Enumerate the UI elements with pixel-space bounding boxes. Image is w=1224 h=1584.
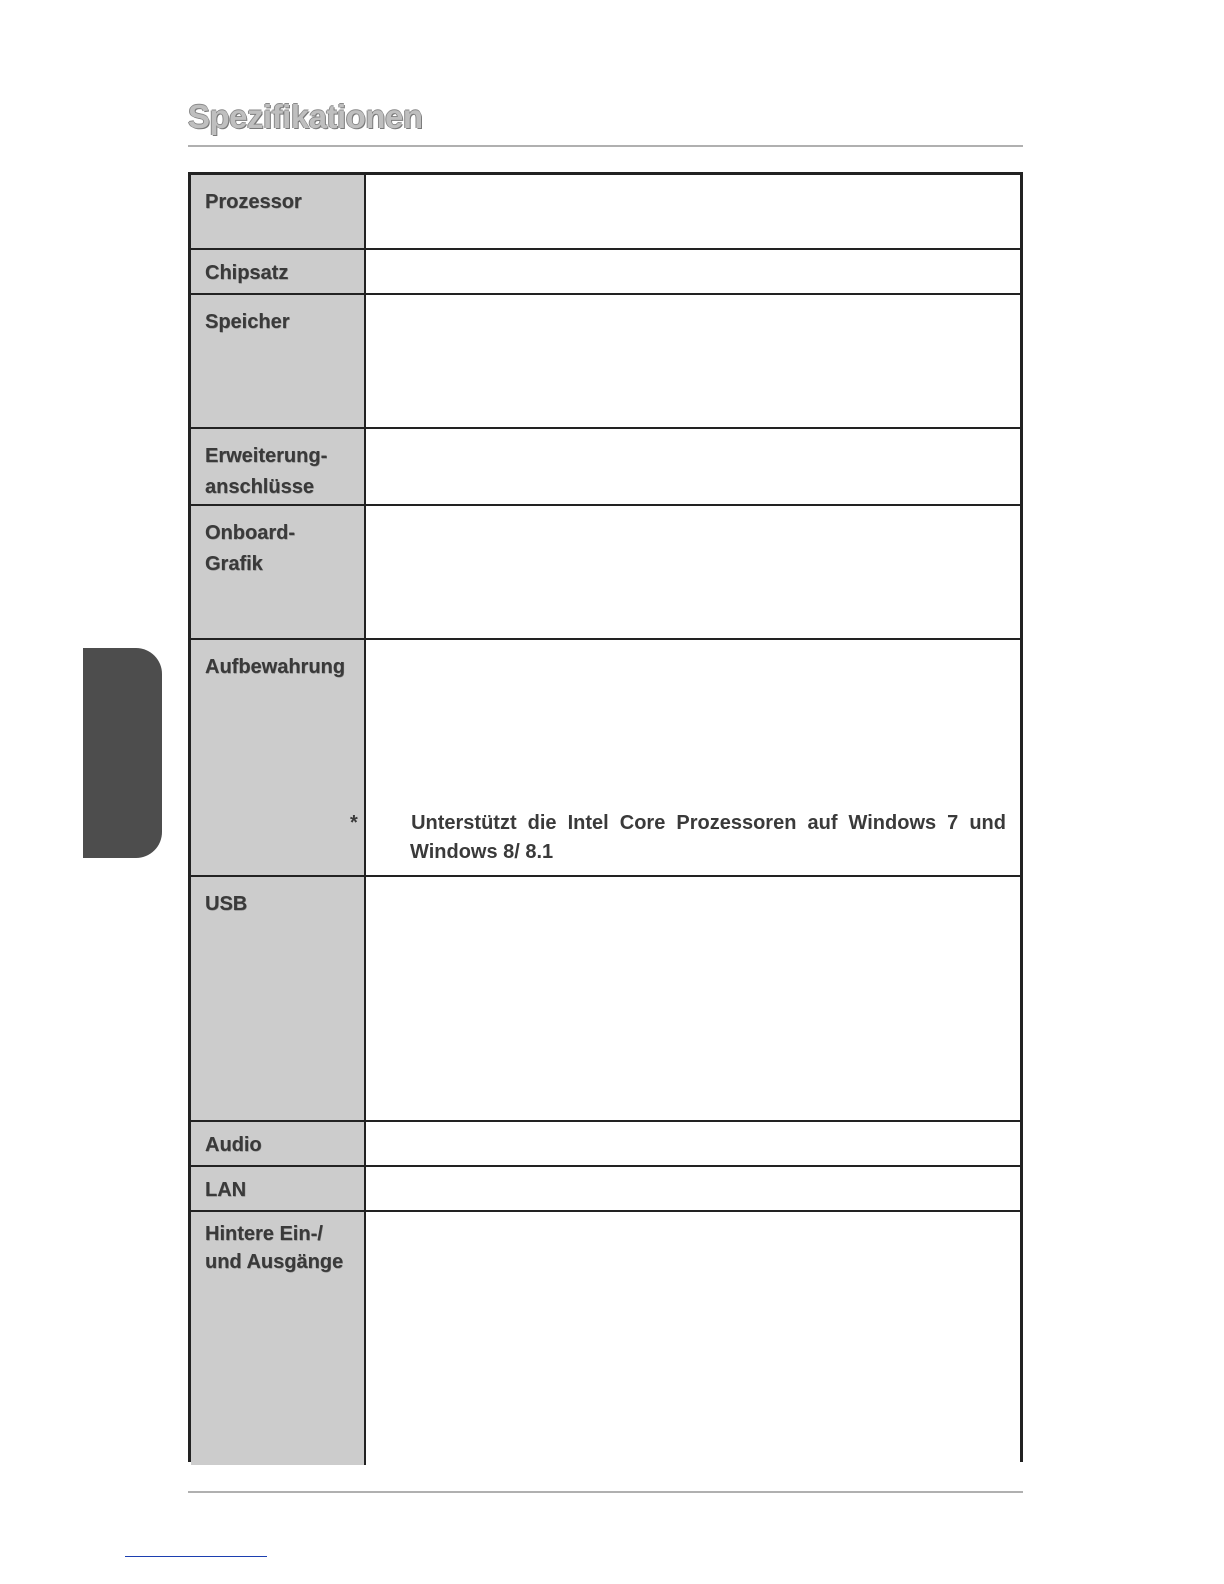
label-cell [191,175,366,248]
label-cell [191,506,366,638]
table-row-chipsatz [191,250,1020,295]
footnote [350,809,1006,867]
label-cell [191,640,366,875]
label-cell [191,1212,366,1465]
table-row-hintere-anschluesse [191,1212,1020,1465]
title-divider [188,145,1023,147]
row-label: Audio [205,1134,262,1156]
label-cell [191,295,366,427]
row-label: Hintere Ein-/ und Ausgänge [205,1223,344,1273]
label-cell [191,250,366,293]
chapter-tab [83,648,162,858]
row-label: Aufbewahrung [205,656,345,678]
footnote-marker: * [350,812,358,834]
row-label: LAN [205,1179,247,1201]
table-row-prozessor [191,175,1020,250]
table-row-onboard-grafik [191,506,1020,640]
table-row-usb [191,877,1020,1122]
row-label: Erweiterung- anschlüsse [205,445,328,498]
table-row-lan [191,1167,1020,1212]
page-title: Spezifikationen [188,98,423,135]
label-cell [191,1122,366,1165]
row-label: Prozessor [205,191,302,213]
table-row-erweiterung [191,429,1020,506]
table-row-aufbewahrung [191,640,1020,877]
specification-table [188,172,1023,1462]
table-row-audio [191,1122,1020,1167]
label-cell [191,877,366,1120]
table-row-speicher [191,295,1020,429]
row-label: Chipsatz [205,262,289,284]
row-label: Speicher [205,311,290,333]
footer-divider [188,1491,1023,1493]
footnote-text: Unterstützt die Intel Core Prozessoren auf Windows 7 und Windows 8/ 8.1 [410,812,1006,863]
label-cell [191,429,366,504]
row-label: USB [205,893,248,915]
row-label: Onboard- Grafik [205,522,295,575]
footer-underline [125,1556,267,1557]
label-cell [191,1167,366,1210]
